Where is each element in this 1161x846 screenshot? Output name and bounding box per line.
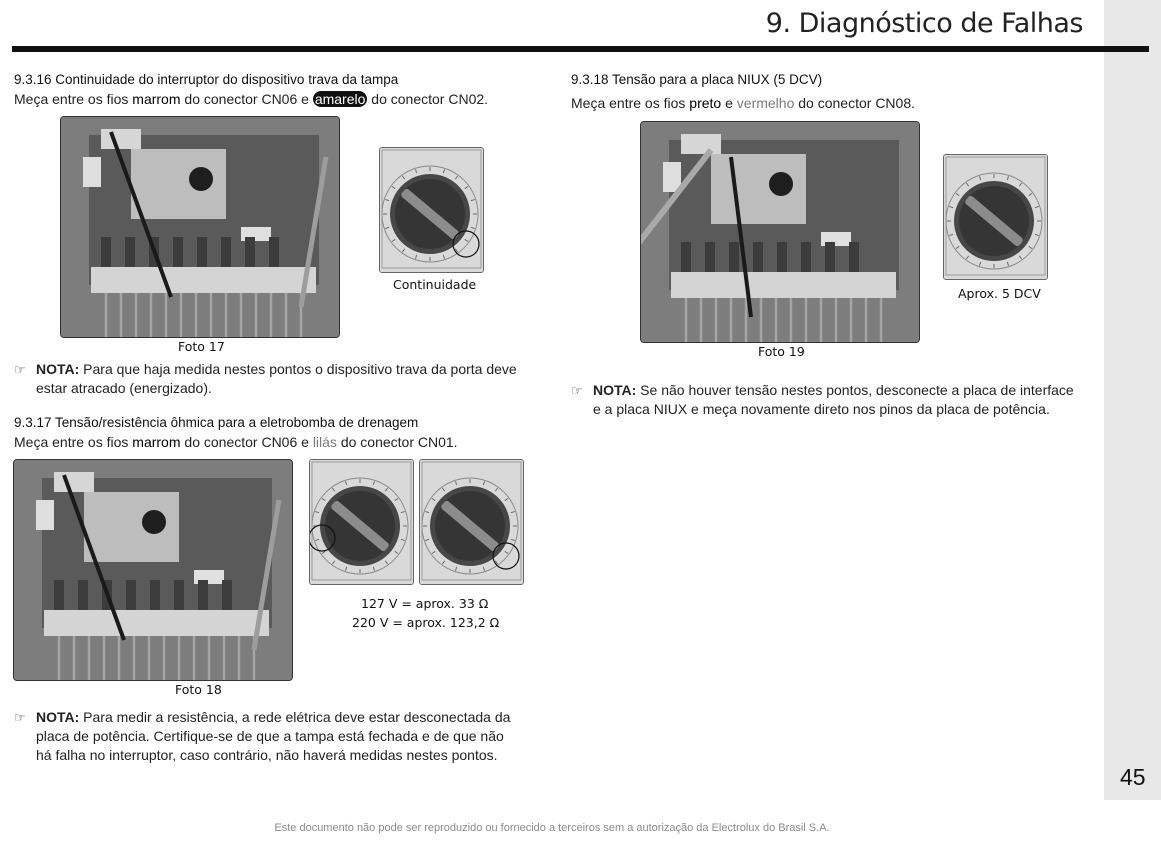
note: ☞ NOTA: Para que haja medida nestes pontos o dispositivo trava da porta deve estar atracado (energizado). bbox=[14, 361, 517, 396]
photo-caption: Foto 18 bbox=[175, 682, 222, 697]
section-instruction: Meça entre os fios marrom do conector CN06 e lilás do conector CN01. bbox=[14, 434, 458, 450]
photo-18-circuit-board bbox=[13, 459, 293, 681]
multimeter-dial-image bbox=[379, 147, 484, 273]
pointing-hand-icon: ☞ bbox=[14, 710, 26, 725]
meter-caption: Aprox. 5 DCV bbox=[958, 286, 1041, 301]
section-heading-9-3-18: 9.3.18 Tensão para a placa NIUX (5 DCV) bbox=[571, 72, 823, 87]
section-instruction: Meça entre os fios marrom do conector CN06 e amarelo do conector CN02. bbox=[14, 91, 489, 107]
multimeter-dial-image bbox=[309, 459, 414, 585]
meter-caption: Continuidade bbox=[393, 277, 477, 292]
multimeter-dial-image bbox=[419, 459, 524, 585]
photo-caption: Foto 17 bbox=[178, 339, 225, 354]
note: ☞ NOTA: Para medir a resistência, a rede elétrica deve estar desconectada da placa de potência. Certifique-se de que a tampa está fechada e de que não há falha no interruptor, caso contrário, não haverá medidas nestes pontos. bbox=[14, 709, 511, 763]
page-sidebar bbox=[1104, 0, 1161, 800]
photo-caption: Foto 19 bbox=[758, 344, 805, 359]
note: ☞ NOTA: Se não houver tensão nestes pontos, desconecte a placa de interface e a placa NIUX e meça novamente direto nos pinos da placa de potência. bbox=[571, 382, 1074, 417]
multimeter-dial-image bbox=[943, 154, 1048, 280]
section-heading-9-3-17: 9.3.17 Tensão/resistência ôhmica para a eletrobomba de drenagem bbox=[14, 415, 419, 430]
meter-caption: 220 V = aprox. 123,2 Ω bbox=[352, 615, 500, 630]
meter-caption: 127 V = aprox. 33 Ω bbox=[361, 596, 489, 611]
header-rule bbox=[12, 46, 1149, 52]
pointing-hand-icon: ☞ bbox=[571, 383, 583, 398]
footer-disclaimer: Este documento não pode ser reproduzido ou fornecido a terceiros sem a autorização da Electrolux do Brasil S.A. bbox=[274, 822, 830, 834]
pointing-hand-icon: ☞ bbox=[14, 362, 26, 377]
page-number: 45 bbox=[1120, 764, 1146, 790]
section-instruction: Meça entre os fios preto e vermelho do conector CN08. bbox=[571, 95, 915, 111]
photo-17-circuit-board bbox=[60, 116, 340, 338]
section-heading-9-3-16: 9.3.16 Continuidade do interruptor do dispositivo trava da tampa bbox=[14, 72, 399, 87]
page-title: 9. Diagnóstico de Falhas bbox=[765, 8, 1083, 39]
photo-19-circuit-board bbox=[640, 121, 920, 343]
